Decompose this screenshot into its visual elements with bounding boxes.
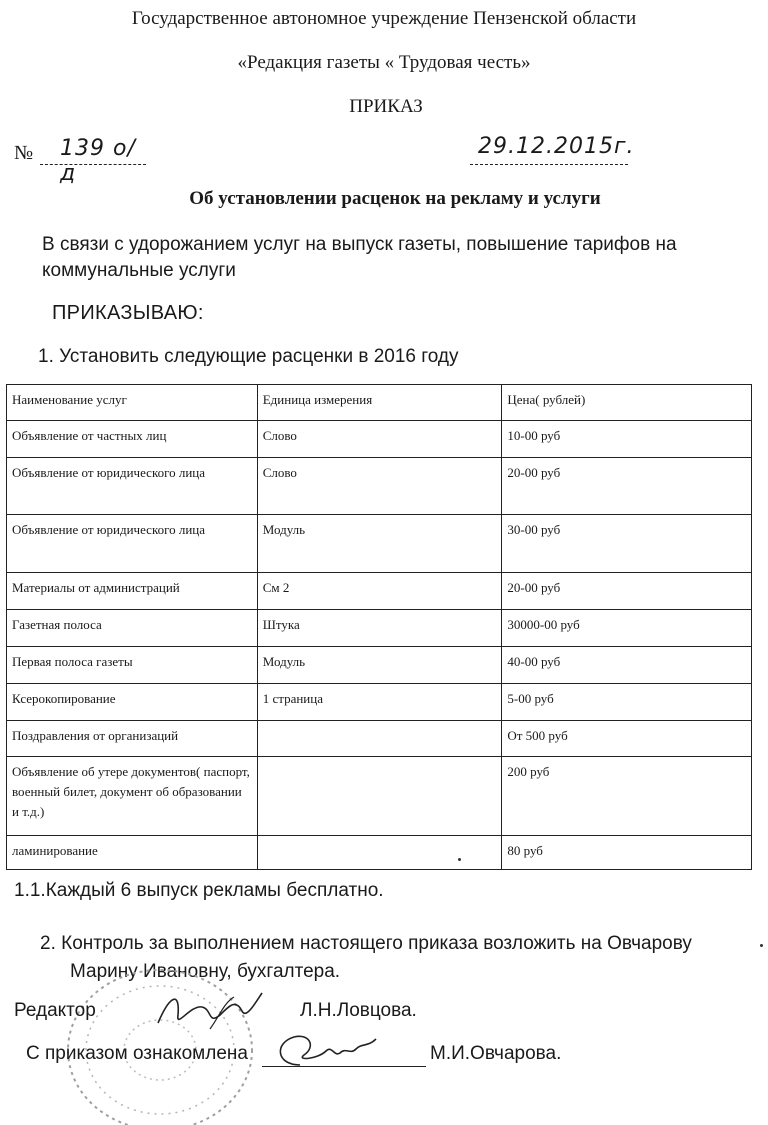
cell-price: 40-00 руб bbox=[502, 647, 752, 684]
cell-service: Материалы от администраций bbox=[7, 573, 258, 610]
table-row bbox=[7, 647, 752, 684]
header-unit: Единица измерения bbox=[257, 385, 502, 421]
order-item-2-line-2: Марину Ивановну, бухгалтера. bbox=[70, 961, 341, 982]
cell-price: 80 руб bbox=[502, 836, 752, 870]
table-row bbox=[7, 757, 752, 836]
cell-service: Объявление от юридического лица bbox=[7, 458, 258, 515]
cell-price: 200 руб bbox=[502, 757, 752, 836]
order-number: 139 о/д bbox=[40, 136, 146, 165]
cell-unit: Штука bbox=[257, 610, 502, 647]
scan-speck bbox=[760, 944, 763, 947]
number-sign: № bbox=[14, 142, 34, 164]
cell-unit: Модуль bbox=[257, 515, 502, 573]
accountant-name: М.И.Овчарова. bbox=[430, 1043, 562, 1064]
cell-price: 5-00 руб bbox=[502, 684, 752, 721]
order-item-2-line-1: 2. Контроль за выполнением настоящего приказа возложить на Овчарову bbox=[40, 933, 692, 954]
editor-signature-icon bbox=[150, 985, 270, 1035]
table-header-row bbox=[7, 385, 752, 421]
cell-service: Ксерокопирование bbox=[7, 684, 258, 721]
cell-service: Газетная полоса bbox=[7, 610, 258, 647]
cell-unit: Слово bbox=[257, 458, 502, 515]
cell-unit: Слово bbox=[257, 421, 502, 458]
table-row bbox=[7, 421, 752, 458]
header-price: Цена( рублей) bbox=[502, 385, 752, 421]
cell-price: 20-00 руб bbox=[502, 458, 752, 515]
accountant-signature-icon bbox=[270, 1025, 380, 1075]
table-row bbox=[7, 515, 752, 573]
cell-service: Объявление от юридического лица bbox=[7, 515, 258, 573]
organization-name: Государственное автономное учреждение Пензенской области bbox=[131, 8, 637, 29]
table-row bbox=[7, 573, 752, 610]
editor-name: Л.Н.Ловцова. bbox=[300, 1000, 417, 1021]
order-date: 29.12.2015г. bbox=[470, 134, 628, 165]
price-table bbox=[6, 384, 752, 870]
table-row bbox=[7, 721, 752, 757]
cell-price: От 500 руб bbox=[502, 721, 752, 757]
editor-label: Редактор bbox=[14, 1000, 96, 1021]
order-subject: Об установлении расценок на рекламу и услуги bbox=[189, 188, 601, 209]
free-ad-note: 1.1.Каждый 6 выпуск рекламы бесплатно. bbox=[14, 880, 384, 901]
scan-speck bbox=[458, 858, 461, 861]
cell-service: ламинирование bbox=[7, 836, 258, 870]
cell-price: 20-00 руб bbox=[502, 573, 752, 610]
cell-unit: Модуль bbox=[257, 647, 502, 684]
table-row bbox=[7, 458, 752, 515]
cell-service: Поздравления от организаций bbox=[7, 721, 258, 757]
order-reason: В связи с удорожанием услуг на выпуск газеты, повышение тарифов на коммунальные услуги bbox=[42, 234, 677, 281]
cell-service: Объявление об утере документов( паспорт, военный билет, документ об образовании и т.д.) bbox=[7, 757, 258, 836]
document-title: ПРИКАЗ bbox=[349, 96, 423, 117]
round-stamp-icon bbox=[60, 955, 260, 1125]
table-row bbox=[7, 610, 752, 647]
acknowledgement-label: С приказом ознакомлена bbox=[26, 1043, 248, 1064]
table-row bbox=[7, 684, 752, 721]
cell-unit bbox=[257, 721, 502, 757]
cell-price: 30000-00 руб bbox=[502, 610, 752, 647]
table-row bbox=[7, 836, 752, 870]
cell-price: 30-00 руб bbox=[502, 515, 752, 573]
cell-unit bbox=[257, 757, 502, 836]
cell-service: Первая полоса газеты bbox=[7, 647, 258, 684]
cell-unit bbox=[257, 836, 502, 870]
header-service: Наименование услуг bbox=[7, 385, 258, 421]
cell-unit: 1 страница bbox=[257, 684, 502, 721]
cell-unit: См 2 bbox=[257, 573, 502, 610]
order-word: ПРИКАЗЫВАЮ: bbox=[52, 302, 204, 324]
newspaper-name: «Редакция газеты « Трудовая честь» bbox=[237, 52, 531, 73]
cell-price: 10-00 руб bbox=[502, 421, 752, 458]
order-item-1: 1. Установить следующие расценки в 2016 году bbox=[38, 346, 459, 367]
cell-service: Объявление от частных лиц bbox=[7, 421, 258, 458]
